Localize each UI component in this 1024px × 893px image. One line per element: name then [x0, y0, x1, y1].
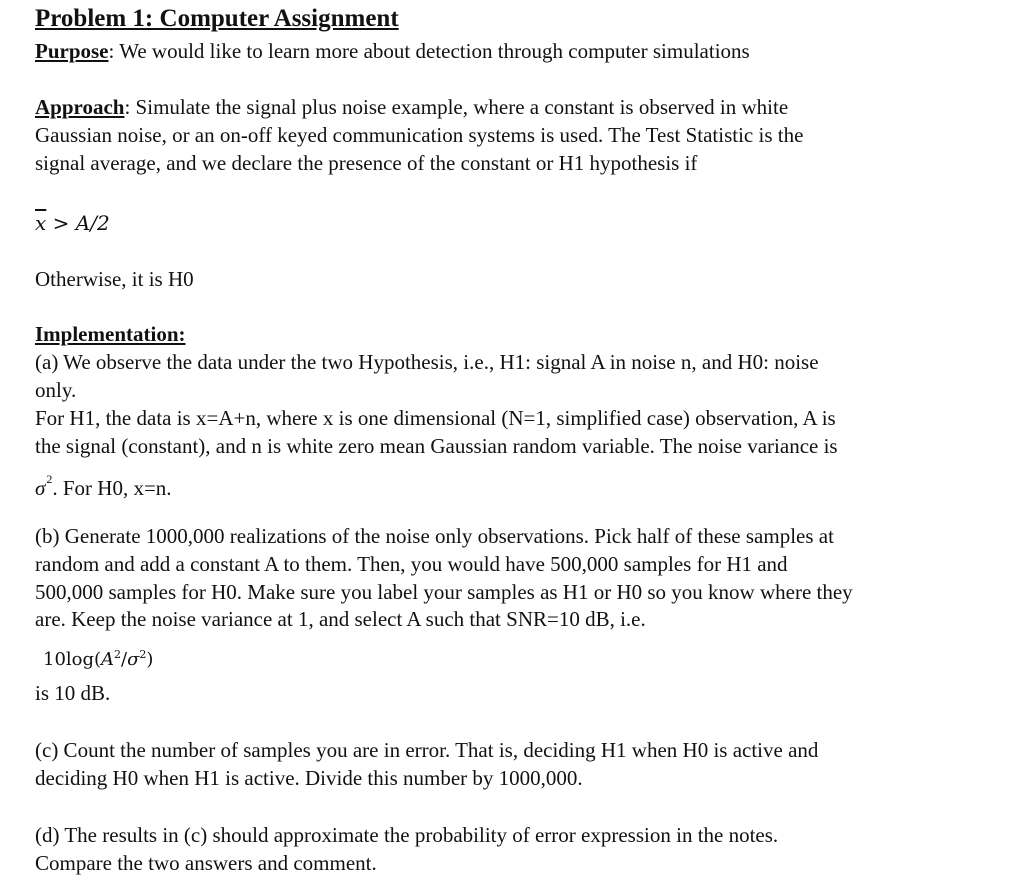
part-a-line-3: For H1, the data is x=A+n, where x is one dimensional (N=1, simplified case) observation, A is	[35, 406, 836, 430]
approach-line-2: Gaussian noise, or an on-off keyed communication systems is used. The Test Statistic is the	[35, 123, 804, 147]
part-b-line-5: is 10 dB.	[35, 681, 111, 705]
part-c-line-1: (c) Count the number of samples you are in error. That is, deciding H1 when H0 is active and	[35, 738, 819, 762]
part-d-line-2: Compare the two answers and comment.	[35, 851, 377, 875]
part-b-line-3: 500,000 samples for H0. Make sure you label your samples as H1 or H0 so you know where they	[35, 580, 853, 604]
otherwise-text: Otherwise, it is H0	[35, 267, 194, 291]
formula-a: A	[101, 649, 115, 670]
purpose-label: Purpose	[35, 39, 109, 63]
formula-suffix: )	[146, 649, 154, 670]
approach-text-1: : Simulate the signal plus noise example, where a constant is observed in white	[124, 95, 789, 119]
part-a-line-2: only.	[35, 378, 77, 402]
purpose-paragraph	[35, 38, 750, 64]
sigma-symbol: σ	[35, 476, 46, 500]
part-b-line-2: random and add a constant A to them. Then, you would have 500,000 samples for H1 and	[35, 552, 788, 576]
approach-line-1	[35, 94, 788, 120]
formula-sigma: σ	[127, 649, 140, 670]
part-a-line-4: the signal (constant), and n is white zero mean Gaussian random variable. The noise variance is	[35, 434, 838, 458]
approach-label: Approach	[35, 95, 125, 119]
decision-lhs: $\overline{x}$	[35, 211, 47, 235]
part-a-line-1: (a) We observe the data under the two Hypothesis, i.e., H1: signal A in noise n, and H0: noise	[35, 350, 819, 374]
part-a-line-5-rest: . For H0, x=n.	[52, 476, 172, 500]
part-a-line-5	[35, 466, 172, 501]
snr-formula	[43, 642, 153, 673]
part-b-line-1: (b) Generate 1000,000 realizations of the noise only observations. Pick half of these samples at	[35, 524, 834, 548]
approach-line-3: signal average, and we declare the presence of the constant or H1 hypothesis if	[35, 151, 698, 175]
formula-div: /	[121, 649, 128, 670]
formula-sigma-exp: 2	[139, 648, 147, 661]
page-title: Problem 1: Computer Assignment	[35, 5, 399, 32]
part-c-line-2: deciding H0 when H1 is active. Divide this number by 1000,000.	[35, 766, 583, 790]
purpose-text: : We would like to learn more about detection through computer simulations	[108, 39, 750, 63]
decision-operator: >	[52, 211, 70, 235]
decision-rule-formula	[35, 210, 110, 236]
part-d-line-1: (d) The results in (c) should approximate the probability of error expression in the notes.	[35, 823, 779, 847]
decision-rhs: A/2	[75, 211, 110, 235]
sigma-exponent: 2	[46, 472, 53, 486]
implementation-heading: Implementation:	[35, 322, 186, 346]
formula-a-exp: 2	[114, 648, 122, 661]
part-b-line-4: are. Keep the noise variance at 1, and select A such that SNR=10 dB, i.e.	[35, 607, 646, 631]
formula-prefix: 10log(	[43, 649, 102, 670]
